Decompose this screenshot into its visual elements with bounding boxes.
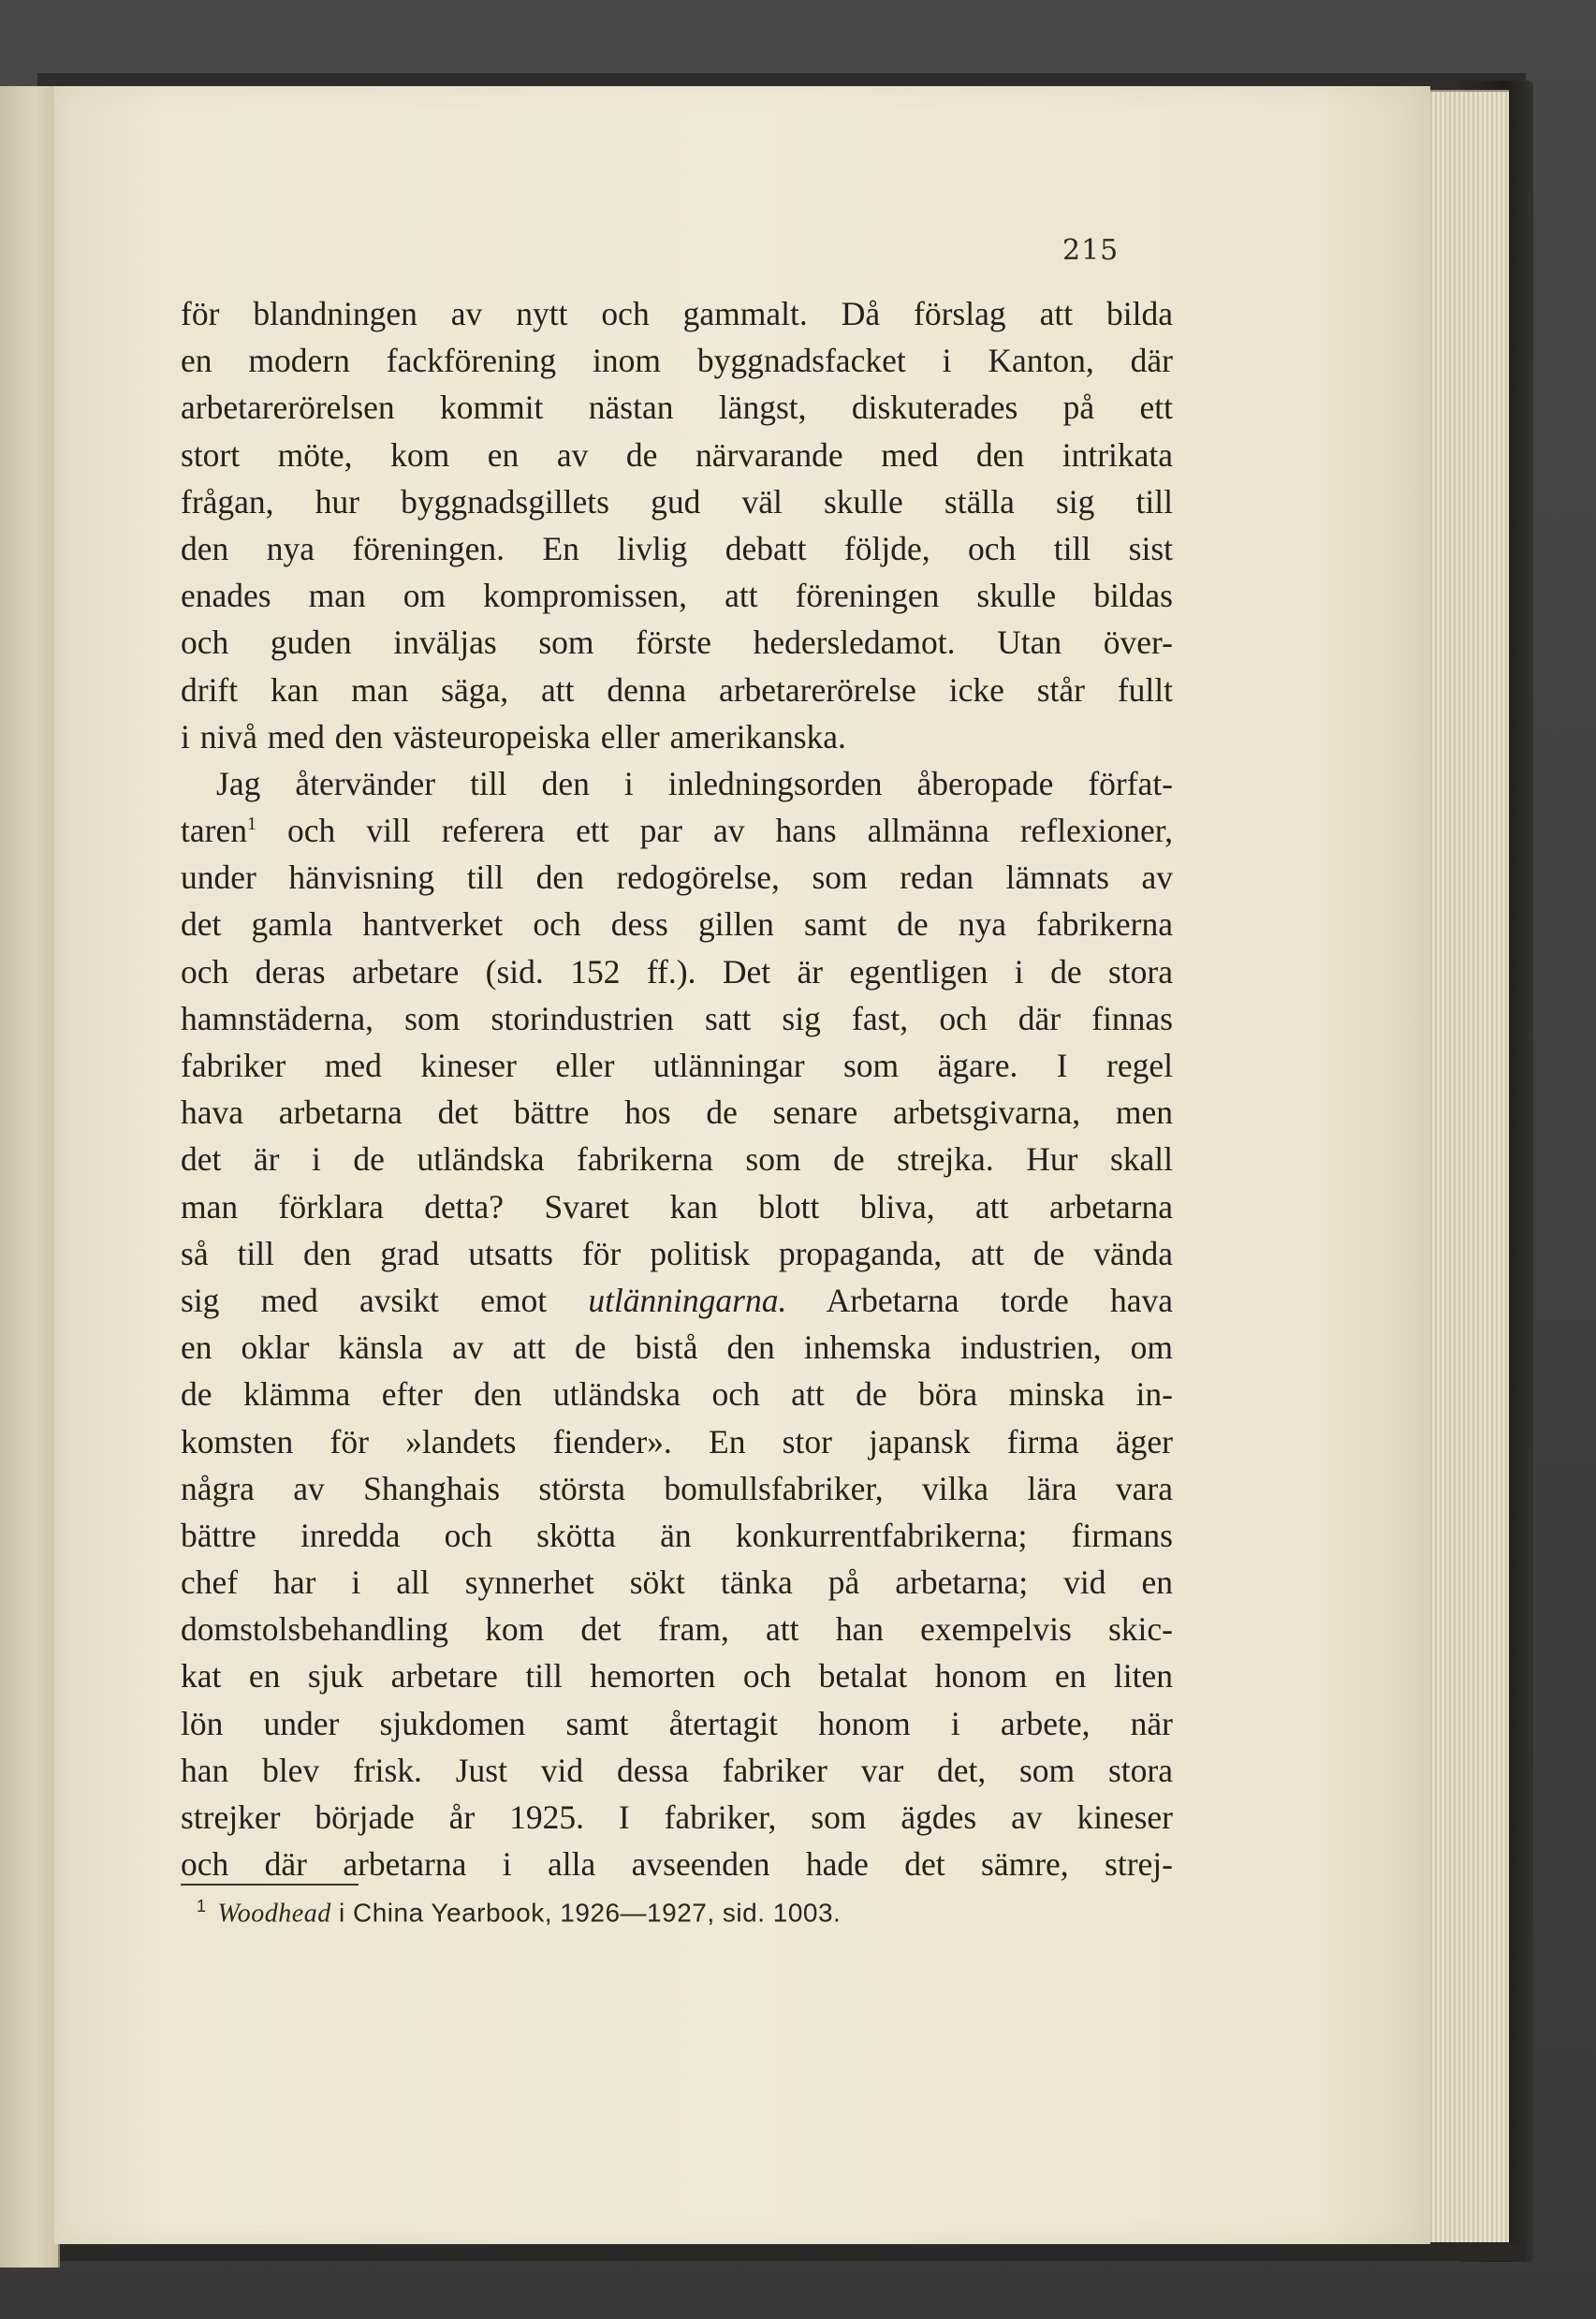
text-line: bättre inredda och skötta än konkurrentfabrikerna; firmans bbox=[181, 1516, 1173, 1554]
body-text bbox=[181, 290, 1173, 1887]
text-line: arbetarerörelsen kommit nästan längst, diskuterades på ett bbox=[181, 389, 1173, 427]
text-line: drift kan man säga, att denna arbetarerörelse icke står fullt bbox=[181, 670, 1173, 709]
text-line: chef har i all synnerhet sökt tänka på arbetarna; vid en bbox=[181, 1563, 1173, 1602]
text-line: han blev frisk. Just vid dessa fabriker var det, som stora bbox=[181, 1751, 1173, 1789]
text-line: enades man om kompromissen, att föreningen skulle bildas bbox=[181, 577, 1173, 615]
footnote-divider bbox=[181, 1884, 359, 1886]
text-line: domstolsbehandling kom det fram, att han exempelvis skic- bbox=[181, 1610, 1173, 1649]
text-line: under hänvisning till den redogörelse, som redan lämnats av bbox=[181, 859, 1173, 897]
text-line-with-italic bbox=[181, 1277, 1173, 1324]
text-line: frågan, hur byggnadsgillets gud väl skulle ställa sig till bbox=[181, 482, 1173, 521]
text-span: sig med avsikt emot bbox=[181, 1281, 548, 1319]
footnote bbox=[197, 1897, 841, 1929]
book-bottom-edge bbox=[37, 2242, 1526, 2261]
text-line: i nivå med den västeuropeiska eller amerikanska. bbox=[181, 717, 846, 756]
text-span: och vill referera ett par av hans allmänna reflexioner, bbox=[256, 812, 1173, 850]
footnote-mark: 1 bbox=[197, 1897, 207, 1915]
footnote-reference: 1 bbox=[246, 814, 256, 835]
text-line: för blandningen av nytt och gammalt. Då förslag att bilda bbox=[181, 295, 1173, 332]
text-line: hava arbetarna det bättre hos de senare arbetsgivarna, men bbox=[181, 1093, 1173, 1132]
text-line: så till den grad utsatts för politisk propaganda, att de vända bbox=[181, 1234, 1173, 1272]
text-line: den nya föreningen. En livlig debatt följde, och till sist bbox=[181, 529, 1173, 567]
text-line: man förklara detta? Svaret kan blott bliva, att arbetarna bbox=[181, 1187, 1173, 1226]
text-line: komsten för »landets fiender». En stor japansk firma äger bbox=[181, 1422, 1173, 1460]
text-span: Arbetarna torde hava bbox=[786, 1281, 1173, 1319]
text-line: hamnstäderna, som storindustrien satt sig fast, och där finnas bbox=[181, 999, 1173, 1037]
text-line: strejker började år 1925. I fabriker, som ägdes av kineser bbox=[181, 1798, 1173, 1836]
text-line: några av Shanghais största bomullsfabriker, vilka lära vara bbox=[181, 1469, 1173, 1507]
text-line: lön under sjukdomen samt återtagit honom i arbete, när bbox=[181, 1704, 1173, 1742]
page-number: 215 bbox=[1062, 234, 1120, 267]
italic-term: utlänningarna. bbox=[588, 1281, 787, 1319]
text-line: och deras arbetare (sid. 152 ff.). Det är egentligen i de stora bbox=[181, 952, 1173, 991]
left-page-edge bbox=[0, 86, 60, 2268]
text-line: och där arbetarna i alla avseenden hade det sämre, strej- bbox=[181, 1845, 1173, 1884]
footnote-text: i China Yearbook, 1926—1927, sid. 1003. bbox=[330, 1898, 842, 1928]
text-line: en modern fackförening inom byggnadsfacket i Kanton, där bbox=[181, 342, 1173, 380]
footnote-author: Woodhead bbox=[217, 1899, 331, 1929]
text-line: de klämma efter den utländska och att de böra minska in- bbox=[181, 1375, 1173, 1414]
text-line-with-footnote-ref bbox=[181, 807, 1173, 854]
text-line: stort möte, kom en av de närvarande med den intrikata bbox=[181, 435, 1173, 474]
text-line: det är i de utländska fabrikerna som de strejka. Hur skall bbox=[181, 1140, 1173, 1179]
text-span: taren bbox=[181, 812, 247, 850]
text-line: fabriker med kineser eller utlänningar som ägare. I regel bbox=[181, 1047, 1173, 1084]
text-line: Jag återvänder till den i inledningsorden åberopade förfat- bbox=[216, 764, 1173, 802]
text-line: en oklar känsla av att de bistå den inhemska industrien, om bbox=[181, 1328, 1173, 1367]
text-line: kat en sjuk arbetare till hemorten och betalat honom en liten bbox=[181, 1657, 1173, 1695]
text-line: det gamla hantverket och dess gillen samt de nya fabrikerna bbox=[181, 905, 1173, 944]
page-stack-edge bbox=[1423, 90, 1509, 2247]
text-line: och guden inväljas som förste hedersledamot. Utan över- bbox=[181, 624, 1173, 662]
